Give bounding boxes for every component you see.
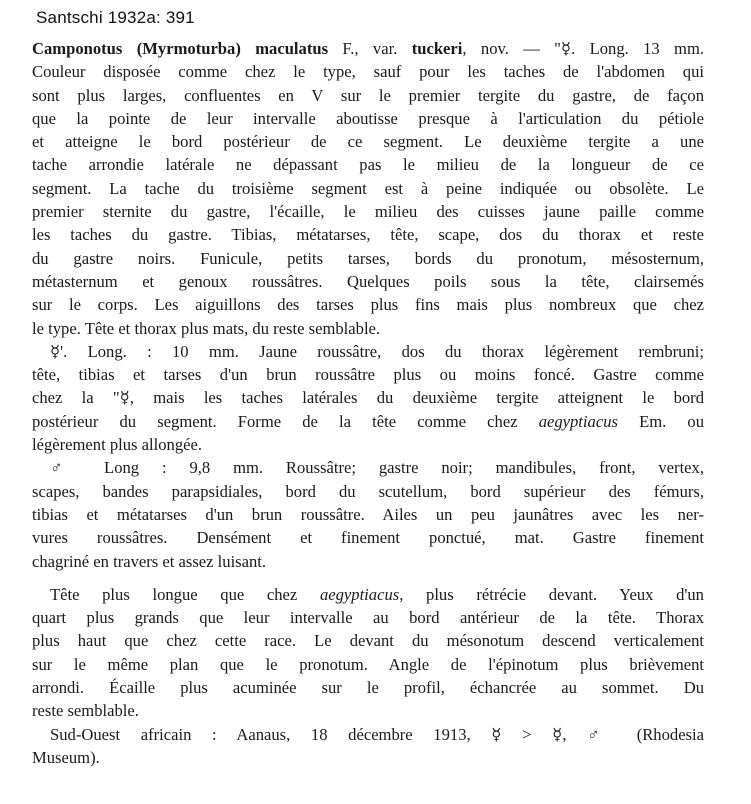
text-line: sur le corps. Les aiguillons des tarses plus fins mais plus nombreux que chez — [32, 295, 704, 315]
text-line: et atteigne le bord postérieur de ce segment. Le deuxième tergite a une — [32, 132, 704, 152]
text-segment: , plus rétrécie devant. Yeux d'un — [399, 584, 704, 604]
text-line: scapes, bandes parapsidiales, bord du scutellum, bord supérieur des fémurs, — [32, 481, 704, 501]
subgenus-name: (Myrmoturba) — [136, 39, 241, 58]
text-segment: Tête plus longue que chez — [50, 584, 320, 604]
citation-label: Santschi 1932a: 391 — [36, 8, 195, 27]
text-line: du gastre noirs. Funicule, petits tarses, bords du pronotum, mésosternum, — [32, 248, 704, 268]
species-reference: aegyptiacus — [319, 584, 400, 604]
text-line — [32, 583, 704, 606]
text-line: quart plus grands que leur intervalle au bord antérieur de la tête. Thorax — [32, 608, 704, 628]
text-line: plus haut que chez cette race. Le devant du mésonotum descend verticalement — [32, 631, 704, 651]
locality-line: Sud-Ouest africain : Aanaus, 18 décembre 1913, ☿ > ☿, ♂ (Rhodesia — [50, 724, 704, 744]
author-var: F., var. — [328, 39, 412, 58]
text-line: le type. Tête et thorax plus mats, du reste semblable. — [32, 318, 381, 338]
text-line: les taches du gastre. Tibias, métatarses, tête, scape, dos du thorax et reste — [32, 225, 704, 245]
heading-line — [32, 37, 704, 60]
heading-rest: , nov. — "☿. Long. 13 mm. — [462, 39, 704, 58]
text-line: chez la "☿, mais les taches latérales du deuxième tergite atteignent le bord — [32, 388, 704, 408]
text-line: que la pointe de leur intervalle aboutisse presque à l'articulation du pétiole — [32, 108, 704, 128]
text-line — [32, 410, 704, 433]
text-line: ☿'. Long. : 10 mm. Jaune roussâtre, dos du thorax légèrement rembruni; — [50, 341, 704, 361]
text-line: premier sternite du gastre, l'écaille, le milieu des cuisses jaune paille comme — [32, 202, 704, 222]
text-line: sur le même plan que le pronotum. Angle de l'épinotum plus brièvement — [32, 654, 704, 674]
genus-name: Camponotus — [32, 39, 123, 58]
text-line: Couleur disposée comme chez le type, sauf pour les taches de l'abdomen qui — [32, 62, 704, 82]
text-segment: Em. ou — [617, 411, 704, 431]
text-line: arrondi. Écaille plus acuminée sur le profil, échancrée au sommet. Du — [32, 678, 704, 698]
text-line: vures roussâtres. Densément et finement ponctué, mat. Gastre finement — [32, 528, 704, 548]
text-line: légèrement plus allongée. — [32, 435, 203, 455]
text-segment: postérieur du segment. Forme de la tête comme chez — [32, 411, 539, 431]
text-line: reste semblable. — [32, 701, 139, 721]
species-reference: aegyptiacus — [538, 411, 618, 431]
description-text — [32, 37, 704, 769]
text-line: sont plus larges, confluentes en V sur le premier tergite du gastre, de façon — [32, 85, 704, 105]
text-line: tache arrondie latérale ne dépassant pas le milieu de la longueur de ce — [32, 155, 704, 175]
text-line: ♂ Long : 9,8 mm. Roussâtre; gastre noir; mandibules, front, vertex, — [50, 458, 704, 478]
species-name: maculatus — [255, 39, 329, 58]
text-line: tibias et métatarses d'un brun roussâtre. Ailes un peu jaunâtres avec les ner- — [32, 504, 704, 524]
text-line: métasternum et genoux roussâtres. Quelques poils sous la tête, clairsemés — [32, 271, 704, 291]
text-line: tête, tibias et tarses d'un brun roussâtre plus ou moins foncé. Gastre comme — [32, 365, 704, 385]
text-line: chagriné en travers et assez luisant. — [32, 551, 267, 571]
text-line: segment. La tache du troisième segment est à peine indiquée ou obsolète. Le — [32, 178, 704, 198]
locality-line: Museum). — [32, 747, 100, 767]
variety-name: tuckeri — [411, 39, 463, 58]
